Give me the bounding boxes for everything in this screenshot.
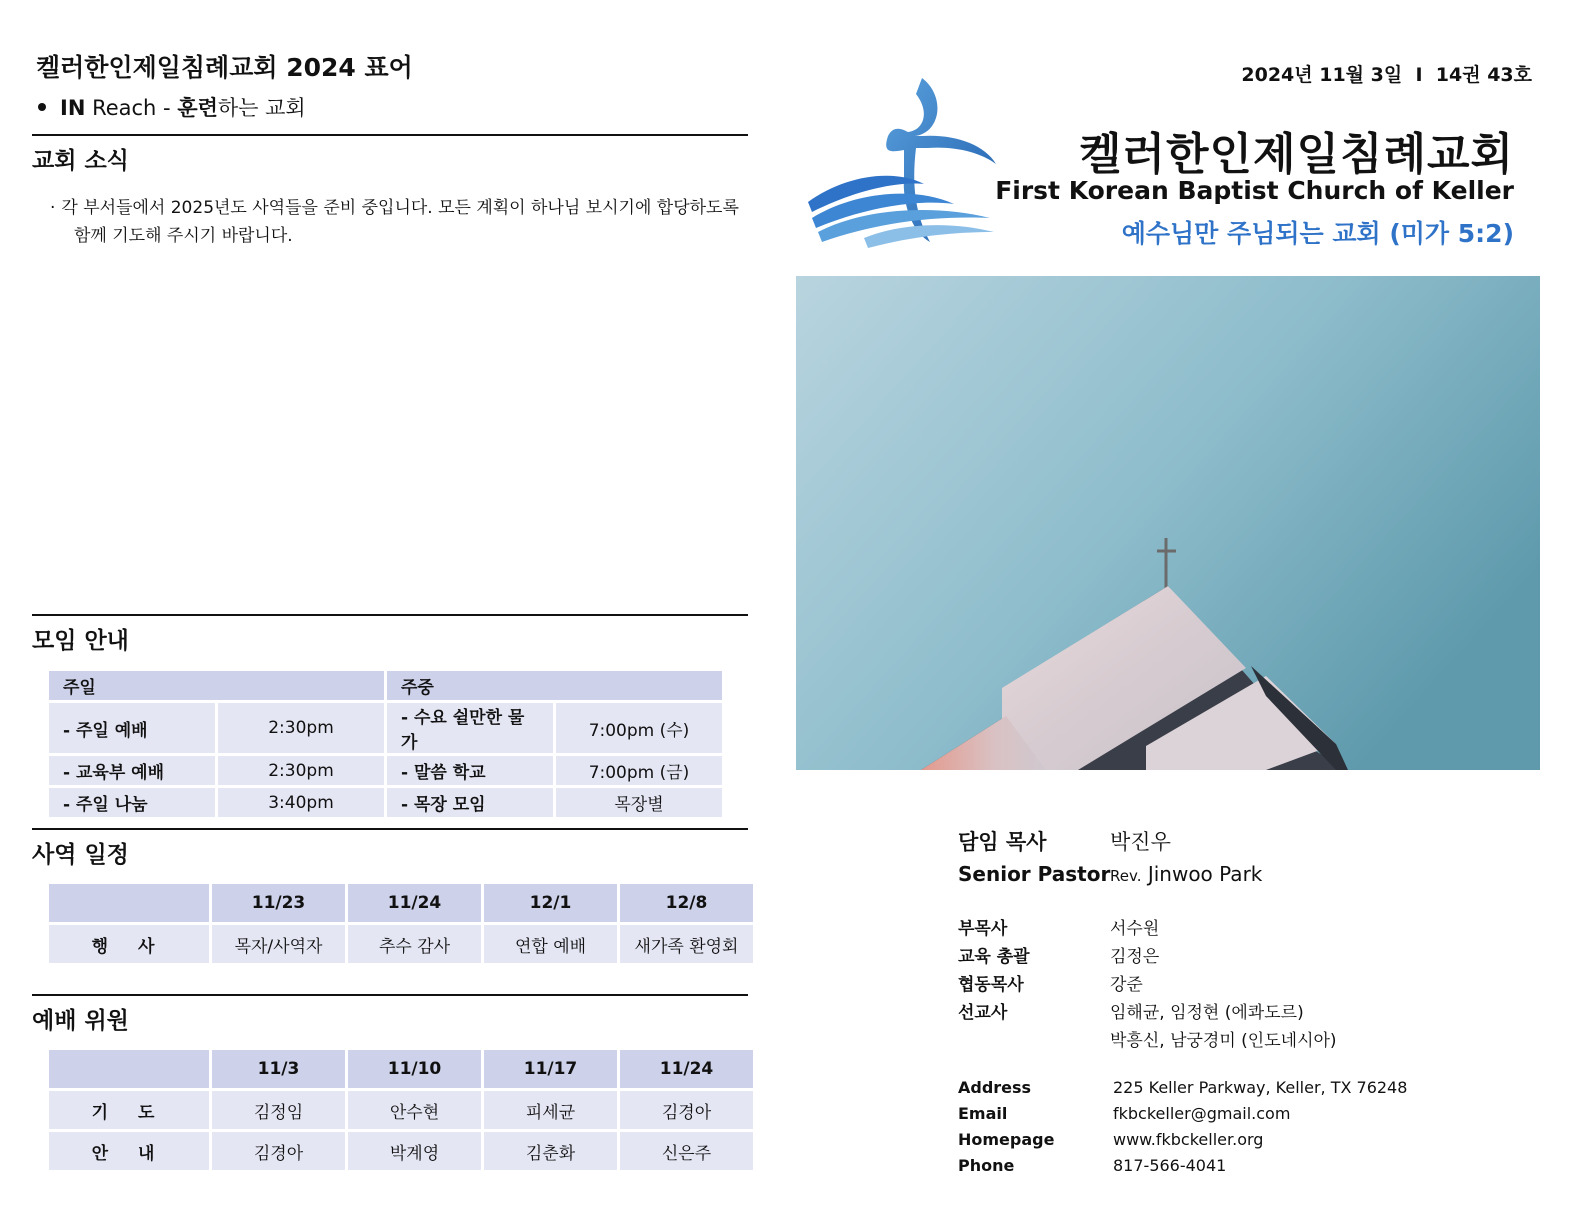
contact-label: Email [958,1104,1008,1123]
divider [32,994,748,996]
name-cell: 피세균 [484,1091,617,1129]
meeting-name: - 목장 모임 [387,788,553,817]
contact-label: Homepage [958,1130,1055,1149]
news-bullet: · [50,198,56,218]
name-cell: 김경아 [620,1091,753,1129]
name-cell: 신은주 [620,1132,753,1170]
church-roof-cross-photo [796,276,1540,770]
worship-title: 예배 위원 [32,1008,129,1034]
name-text: Jinwoo Park [1147,862,1263,886]
staff-role: 교육 총괄 [958,947,1030,967]
contact-label: Phone [958,1156,1015,1175]
church-name-korean: 켈러한인제일침례교회 [1078,129,1514,180]
motto-training: 훈련 [177,96,218,120]
motto-church: 하는 교회 [217,96,306,120]
meeting-name: - 교육부 예배 [49,756,215,785]
date-header: 12/8 [620,884,753,922]
staff-role: 담임 목사 [958,830,1047,854]
email-link[interactable]: fkbckeller@gmail.com [1113,1104,1291,1123]
row-label: 행 사 [49,925,209,963]
name-cell: 김경아 [212,1132,345,1170]
phone-text: 817-566-4041 [1113,1156,1227,1175]
church-slogan: 예수님만 주님되는 교회 (미가 5:2) [1121,219,1514,248]
table-row [49,703,722,753]
name-cell: 안수현 [348,1091,481,1129]
contact-label: Address [958,1078,1032,1097]
meeting-time: 3:40pm [218,788,384,817]
table-row [49,884,753,922]
meetings-title: 모임 안내 [32,628,129,654]
date-header: 11/24 [348,884,481,922]
staff-name [1110,862,1262,886]
event-cell: 추수 감사 [348,925,481,963]
staff-role: 부목사 [958,919,1008,939]
bullet-icon [38,103,46,111]
weekday-header: 주중 [387,671,722,700]
event-cell: 연합 예배 [484,925,617,963]
meeting-table [46,668,725,820]
address-text: 225 Keller Parkway, Keller, TX 76248 [1113,1078,1408,1097]
church-logo-icon [804,72,1004,252]
date-header: 11/17 [484,1050,617,1088]
date-text: 2024년 11월 3일 [1241,64,1403,86]
empty-header [49,1050,209,1088]
staff-name: 박흥신, 남궁경미 (인도네시아) [1110,1031,1337,1051]
date-header: 11/23 [212,884,345,922]
date-header: 11/10 [348,1050,481,1088]
staff-name: 김정은 [1110,947,1160,967]
date-header: 11/24 [620,1050,753,1088]
schedule-table [46,881,756,966]
staff-name: 서수원 [1110,919,1160,939]
news-line-1: 각 부서들에서 2025년도 사역들을 준비 중입니다. 모든 계획이 하나님 보시기에 합당하도록 [61,198,739,218]
table-row [49,1132,753,1170]
table-row [49,925,753,963]
homepage-link[interactable]: www.fkbckeller.org [1113,1130,1264,1149]
issue-text: 14권 43호 [1435,64,1532,86]
divider [32,134,748,136]
meeting-name: - 주일 나눔 [49,788,215,817]
staff-role: 선교사 [958,1003,1008,1023]
date-separator: I [1415,64,1423,86]
divider [32,828,748,830]
schedule-title: 사역 일정 [32,842,129,868]
event-cell: 새가족 환영회 [620,925,753,963]
meeting-time: 7:00pm (수) [556,703,722,753]
staff-name: 박진우 [1110,830,1171,854]
name-cell: 박계영 [348,1132,481,1170]
table-row [49,1050,753,1088]
staff-name: 강준 [1110,975,1143,995]
meeting-time: 2:30pm [218,756,384,785]
meeting-name: - 말씀 학교 [387,756,553,785]
date-header: 11/3 [212,1050,345,1088]
meeting-name: - 수요 쉴만한 물가 [387,703,553,753]
news-text [50,194,756,250]
table-row [49,756,722,785]
name-prefix: Rev. [1110,867,1142,885]
motto-in: IN [60,96,86,120]
divider [32,614,748,616]
worship-table [46,1047,756,1173]
name-cell: 김정임 [212,1091,345,1129]
news-line-2: 함께 기도해 주시기 바랍니다. [74,226,293,246]
staff-role: 협동목사 [958,975,1024,995]
meeting-time: 목장별 [556,788,722,817]
bulletin-date [1241,60,1532,87]
motto-item [38,92,306,122]
table-row [49,1091,753,1129]
empty-header [49,884,209,922]
church-name-english: First Korean Baptist Church of Keller [995,176,1514,205]
date-header: 12/1 [484,884,617,922]
table-row [49,671,722,700]
meeting-time: 7:00pm (금) [556,756,722,785]
motto-reach: Reach - [92,96,171,120]
name-cell: 김춘화 [484,1132,617,1170]
motto-title: 켈러한인제일침례교회 2024 표어 [36,53,413,82]
sunday-header: 주일 [49,671,384,700]
staff-name: 임해균, 임정현 (에콰도르) [1110,1003,1304,1023]
meeting-name: - 주일 예배 [49,703,215,753]
news-title: 교회 소식 [32,148,129,174]
event-cell: 목자/사역자 [212,925,345,963]
row-label: 안 내 [49,1132,209,1170]
row-label: 기 도 [49,1091,209,1129]
staff-role: Senior Pastor [958,862,1111,886]
meeting-time: 2:30pm [218,703,384,753]
table-row [49,788,722,817]
